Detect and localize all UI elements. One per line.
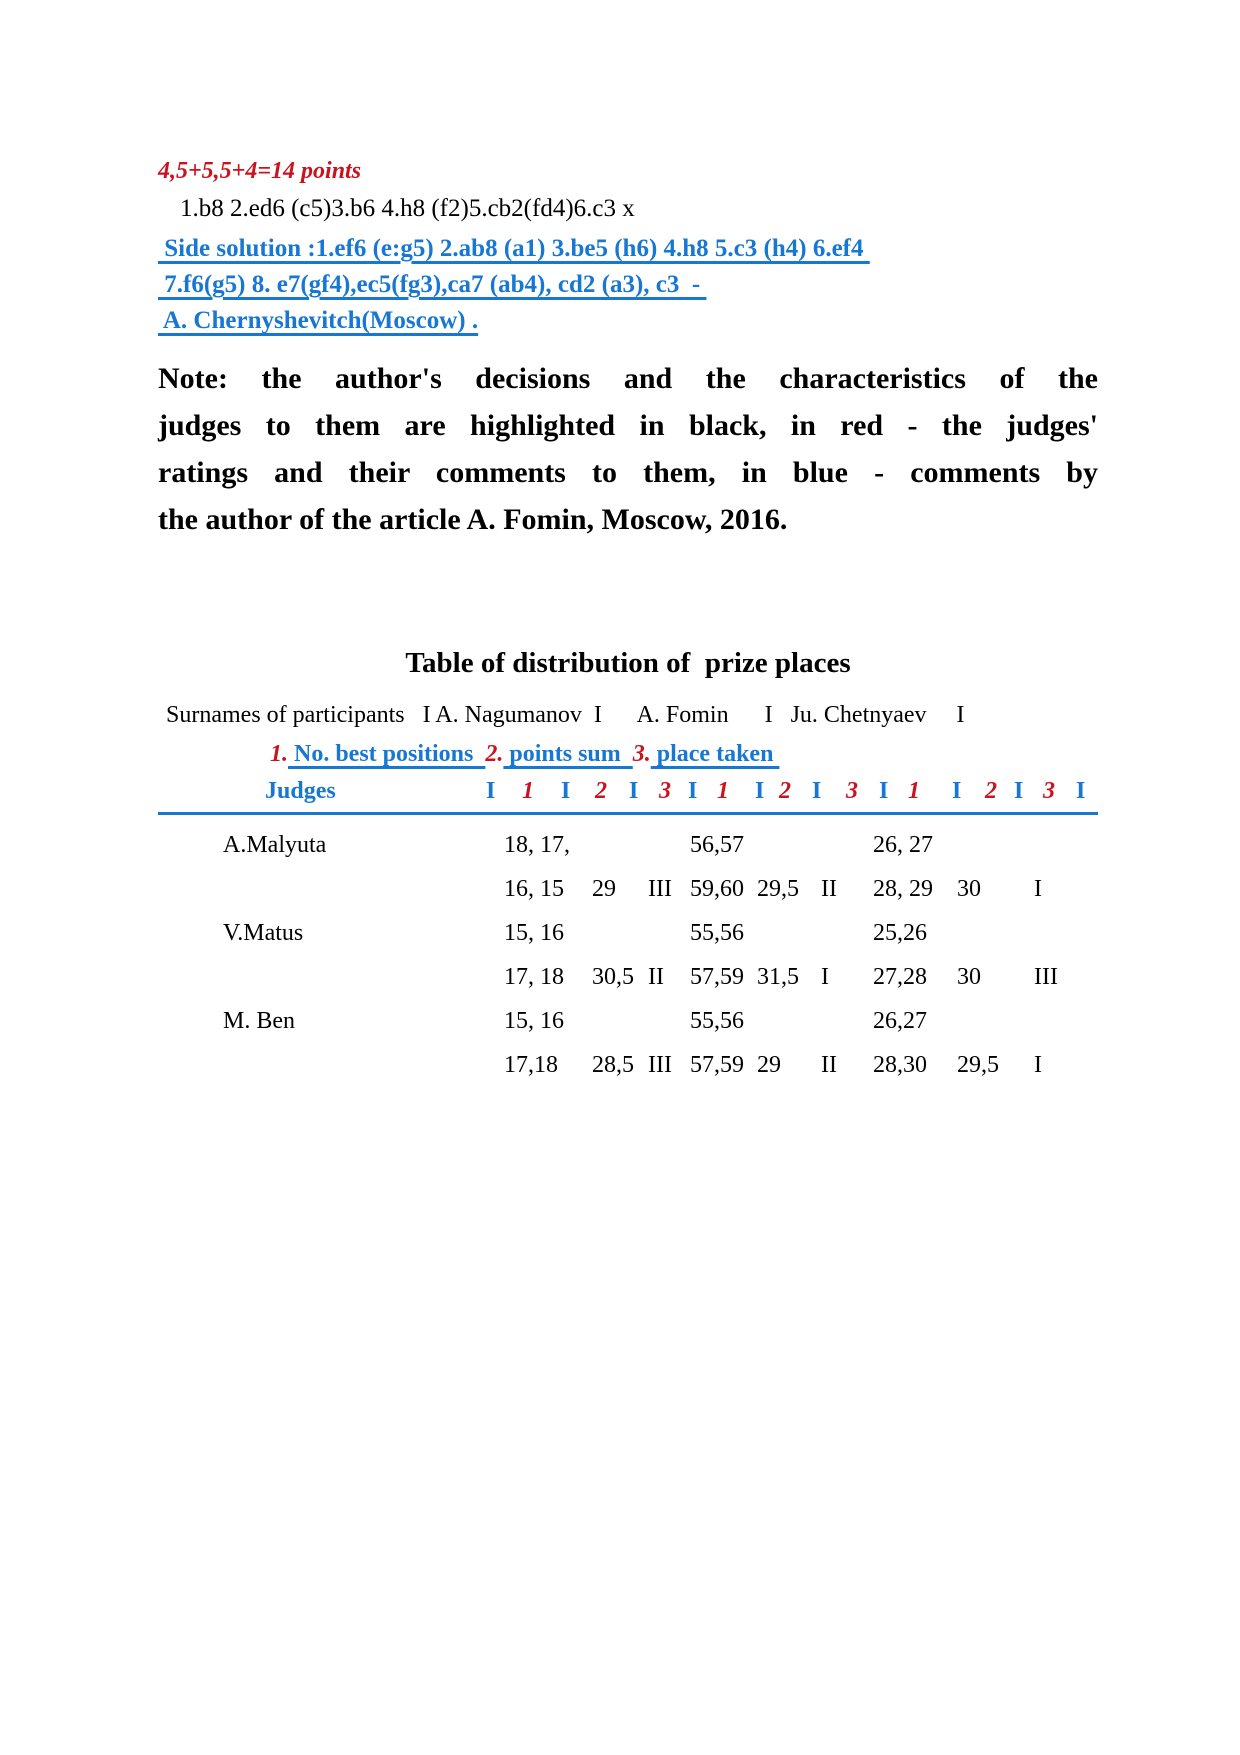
judge-name: M. Ben (223, 1007, 295, 1034)
note-line-1: Note: the author's decisions and the characteristics of the (158, 362, 1098, 395)
table-cell: 25,26 (873, 919, 927, 946)
table-cell: 28,30 (873, 1051, 927, 1078)
table-cell: 30,5 (592, 963, 634, 990)
table-cell: 27,28 (873, 963, 927, 990)
table-cell: 59,60 (690, 875, 744, 902)
legend-segment: No. best positions (288, 741, 486, 767)
table-cell: 29,5 (957, 1051, 999, 1078)
table-cell: 55,56 (690, 919, 744, 946)
judges-header-token: I (688, 778, 698, 804)
table-row (158, 823, 1098, 867)
table-body (158, 823, 1098, 1087)
judge-points-line: 4,5+5,5+4=14 points (158, 158, 362, 184)
table-cell: II (648, 963, 664, 990)
table-cell: III (1034, 963, 1058, 990)
judges-header-token: 1 (908, 778, 920, 804)
judges-header-token: 3 (1043, 778, 1055, 804)
table-cell: 15, 16 (504, 919, 564, 946)
table-cell: 28,5 (592, 1051, 634, 1078)
side-solution-line-2 (158, 267, 1098, 303)
side-solution-text-3: A. Chernyshevitch(Moscow) . (158, 307, 479, 334)
table-cell: 29 (592, 875, 616, 902)
note-line-2: judges to them are highlighted in black, in red - the judges' (158, 409, 1098, 442)
side-solution-text-2: 7.f6(g5) 8. e7(gf4),ec5(fg3),ca7 (ab4), cd2 (a3), c3 - (158, 271, 707, 298)
note-paragraph (158, 355, 1098, 543)
judges-header-token: I (629, 778, 639, 804)
judges-label: Judges (265, 778, 336, 804)
table-cell: 28, 29 (873, 875, 933, 902)
judges-header-token: I (1014, 778, 1024, 804)
table-cell: 30 (957, 963, 981, 990)
legend-segment: 1. (270, 741, 288, 767)
table-cell: 26,27 (873, 1007, 927, 1034)
judges-header-token: I (952, 778, 962, 804)
table-cell: III (648, 1051, 672, 1078)
table-row (158, 955, 1098, 999)
judges-header-token: 1 (717, 778, 729, 804)
table-cell: I (1034, 875, 1042, 902)
judges-header-token: I (1076, 778, 1086, 804)
side-solution-text-1: Side solution :1.ef6 (e:g5) 2.ab8 (a1) 3.be5 (h6) 4.h8 5.c3 (h4) 6.ef4 (158, 235, 870, 262)
table-cell: III (648, 875, 672, 902)
judges-header-token: I (879, 778, 889, 804)
table-cell: 16, 15 (504, 875, 564, 902)
judges-header-token: I (486, 778, 496, 804)
table-row (158, 1043, 1098, 1087)
table-cell: II (821, 875, 837, 902)
table-cell: 57,59 (690, 963, 744, 990)
main-solution-line: 1.b8 2.ed6 (c5)3.b6 4.h8 (f2)5.cb2(fd4)6.c3 x (180, 195, 635, 222)
legend-segment: points sum (503, 741, 633, 767)
table-cell: I (1034, 1051, 1042, 1078)
note-line-4: the author of the article A. Fomin, Moscow, 2016. (158, 503, 788, 536)
judges-header-token: 1 (522, 778, 534, 804)
table-row (158, 999, 1098, 1043)
table-cell: 56,57 (690, 831, 744, 858)
judges-header-token: 2 (779, 778, 791, 804)
table-cell: 17, 18 (504, 963, 564, 990)
table-cell: 31,5 (757, 963, 799, 990)
judge-name: A.Malyuta (223, 831, 327, 858)
table-cell: 55,56 (690, 1007, 744, 1034)
table-row (158, 867, 1098, 911)
legend-segment: 3. (632, 741, 651, 767)
table-cell: 17,18 (504, 1051, 558, 1078)
judges-header-token: I (561, 778, 571, 804)
table-cell: 29 (757, 1051, 781, 1078)
table-title: Table of distribution of prize places (405, 647, 851, 679)
judges-header (158, 776, 1098, 815)
note-line-3: ratings and their comments to them, in blue - comments by (158, 456, 1098, 489)
table-cell: 26, 27 (873, 831, 933, 858)
judge-name: V.Matus (223, 919, 304, 946)
table-cell: II (821, 1051, 837, 1078)
judges-header-token: 2 (595, 778, 607, 804)
table-cell: 30 (957, 875, 981, 902)
legend-segment: 2. (485, 741, 504, 767)
table-cell: I (821, 963, 829, 990)
judges-header-token: 2 (985, 778, 997, 804)
side-solution-line-1 (158, 231, 1098, 267)
judges-header-token: 3 (659, 778, 671, 804)
table-row (158, 911, 1098, 955)
table-cell: 57,59 (690, 1051, 744, 1078)
judges-header-token: 3 (846, 778, 858, 804)
legend-line (158, 736, 1098, 774)
judges-header-token: I (755, 778, 765, 804)
table-cell: 29,5 (757, 875, 799, 902)
table-cell: 15, 16 (504, 1007, 564, 1034)
judges-header-token: I (812, 778, 822, 804)
participants-header: Surnames of participants I A. Nagumanov I A. Fomin I Ju. Chetnyaev I (166, 702, 965, 728)
side-solution-line-3 (158, 303, 1098, 339)
legend-segment: place taken (650, 741, 780, 767)
table-cell: 18, 17, (504, 831, 570, 858)
